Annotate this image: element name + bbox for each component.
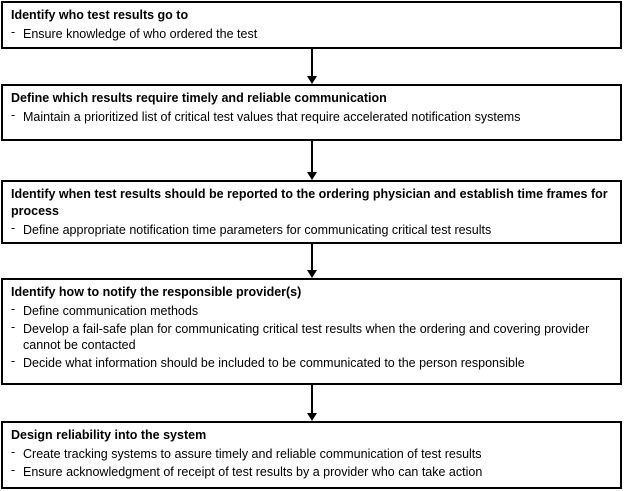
arrow-head-icon <box>307 413 317 421</box>
arrow-head-icon <box>307 172 317 180</box>
arrow-shaft <box>311 141 313 172</box>
dash-bullet-marker: - <box>11 445 16 459</box>
dash-bullet-marker: - <box>11 463 16 477</box>
step-bullet <box>11 222 612 238</box>
bullet-text: Decide what information should be included to be communicated to the person responsible <box>23 356 525 370</box>
step-title: Define which results require timely and reliable communication <box>11 91 387 105</box>
step-title: Identify when test results should be reported to the ordering physician and establish time frames for process <box>11 187 608 218</box>
step-bullet <box>11 355 612 371</box>
step-bullet <box>11 303 612 319</box>
bullet-text: Ensure acknowledgment of receipt of test results by a provider who can take action <box>23 465 483 479</box>
flow-step-2 <box>1 84 622 141</box>
flow-step-5 <box>1 421 622 489</box>
dash-bullet-marker: - <box>11 25 16 39</box>
bullet-text: Define communication methods <box>23 304 199 318</box>
down-arrow <box>0 244 624 278</box>
dash-bullet-marker: - <box>11 108 16 122</box>
dash-bullet-marker: - <box>11 221 16 235</box>
step-bullet <box>11 26 612 42</box>
bullet-text: Create tracking systems to assure timely and reliable communication of test results <box>23 447 482 461</box>
dash-bullet-marker: - <box>11 302 16 316</box>
bullet-text: Define appropriate notification time parameters for communicating critical test results <box>23 223 492 237</box>
step-title: Identify who test results go to <box>11 8 189 22</box>
bullet-text: Maintain a prioritized list of critical test values that require accelerated notification systems <box>23 110 521 124</box>
step-title: Identify how to notify the responsible provider(s) <box>11 285 302 299</box>
flow-step-4 <box>1 278 622 385</box>
dash-bullet-marker: - <box>11 320 16 334</box>
arrow-head-icon <box>307 270 317 278</box>
dash-bullet-marker: - <box>11 354 16 368</box>
flow-step-1 <box>1 1 622 49</box>
step-title: Design reliability into the system <box>11 428 207 442</box>
step-bullet <box>11 109 612 125</box>
step-bullet <box>11 446 612 462</box>
down-arrow <box>0 141 624 180</box>
step-bullet <box>11 321 612 353</box>
arrow-shaft <box>311 244 313 270</box>
down-arrow <box>0 385 624 421</box>
step-bullet <box>11 464 612 480</box>
bullet-text: Develop a fail-safe plan for communicating critical test results when the ordering and covering provider cannot be contacted <box>23 322 590 352</box>
down-arrow <box>0 49 624 84</box>
bullet-text: Ensure knowledge of who ordered the test <box>23 27 258 41</box>
arrow-shaft <box>311 385 313 413</box>
flow-step-3 <box>1 180 622 244</box>
arrow-shaft <box>311 49 313 76</box>
arrow-head-icon <box>307 76 317 84</box>
